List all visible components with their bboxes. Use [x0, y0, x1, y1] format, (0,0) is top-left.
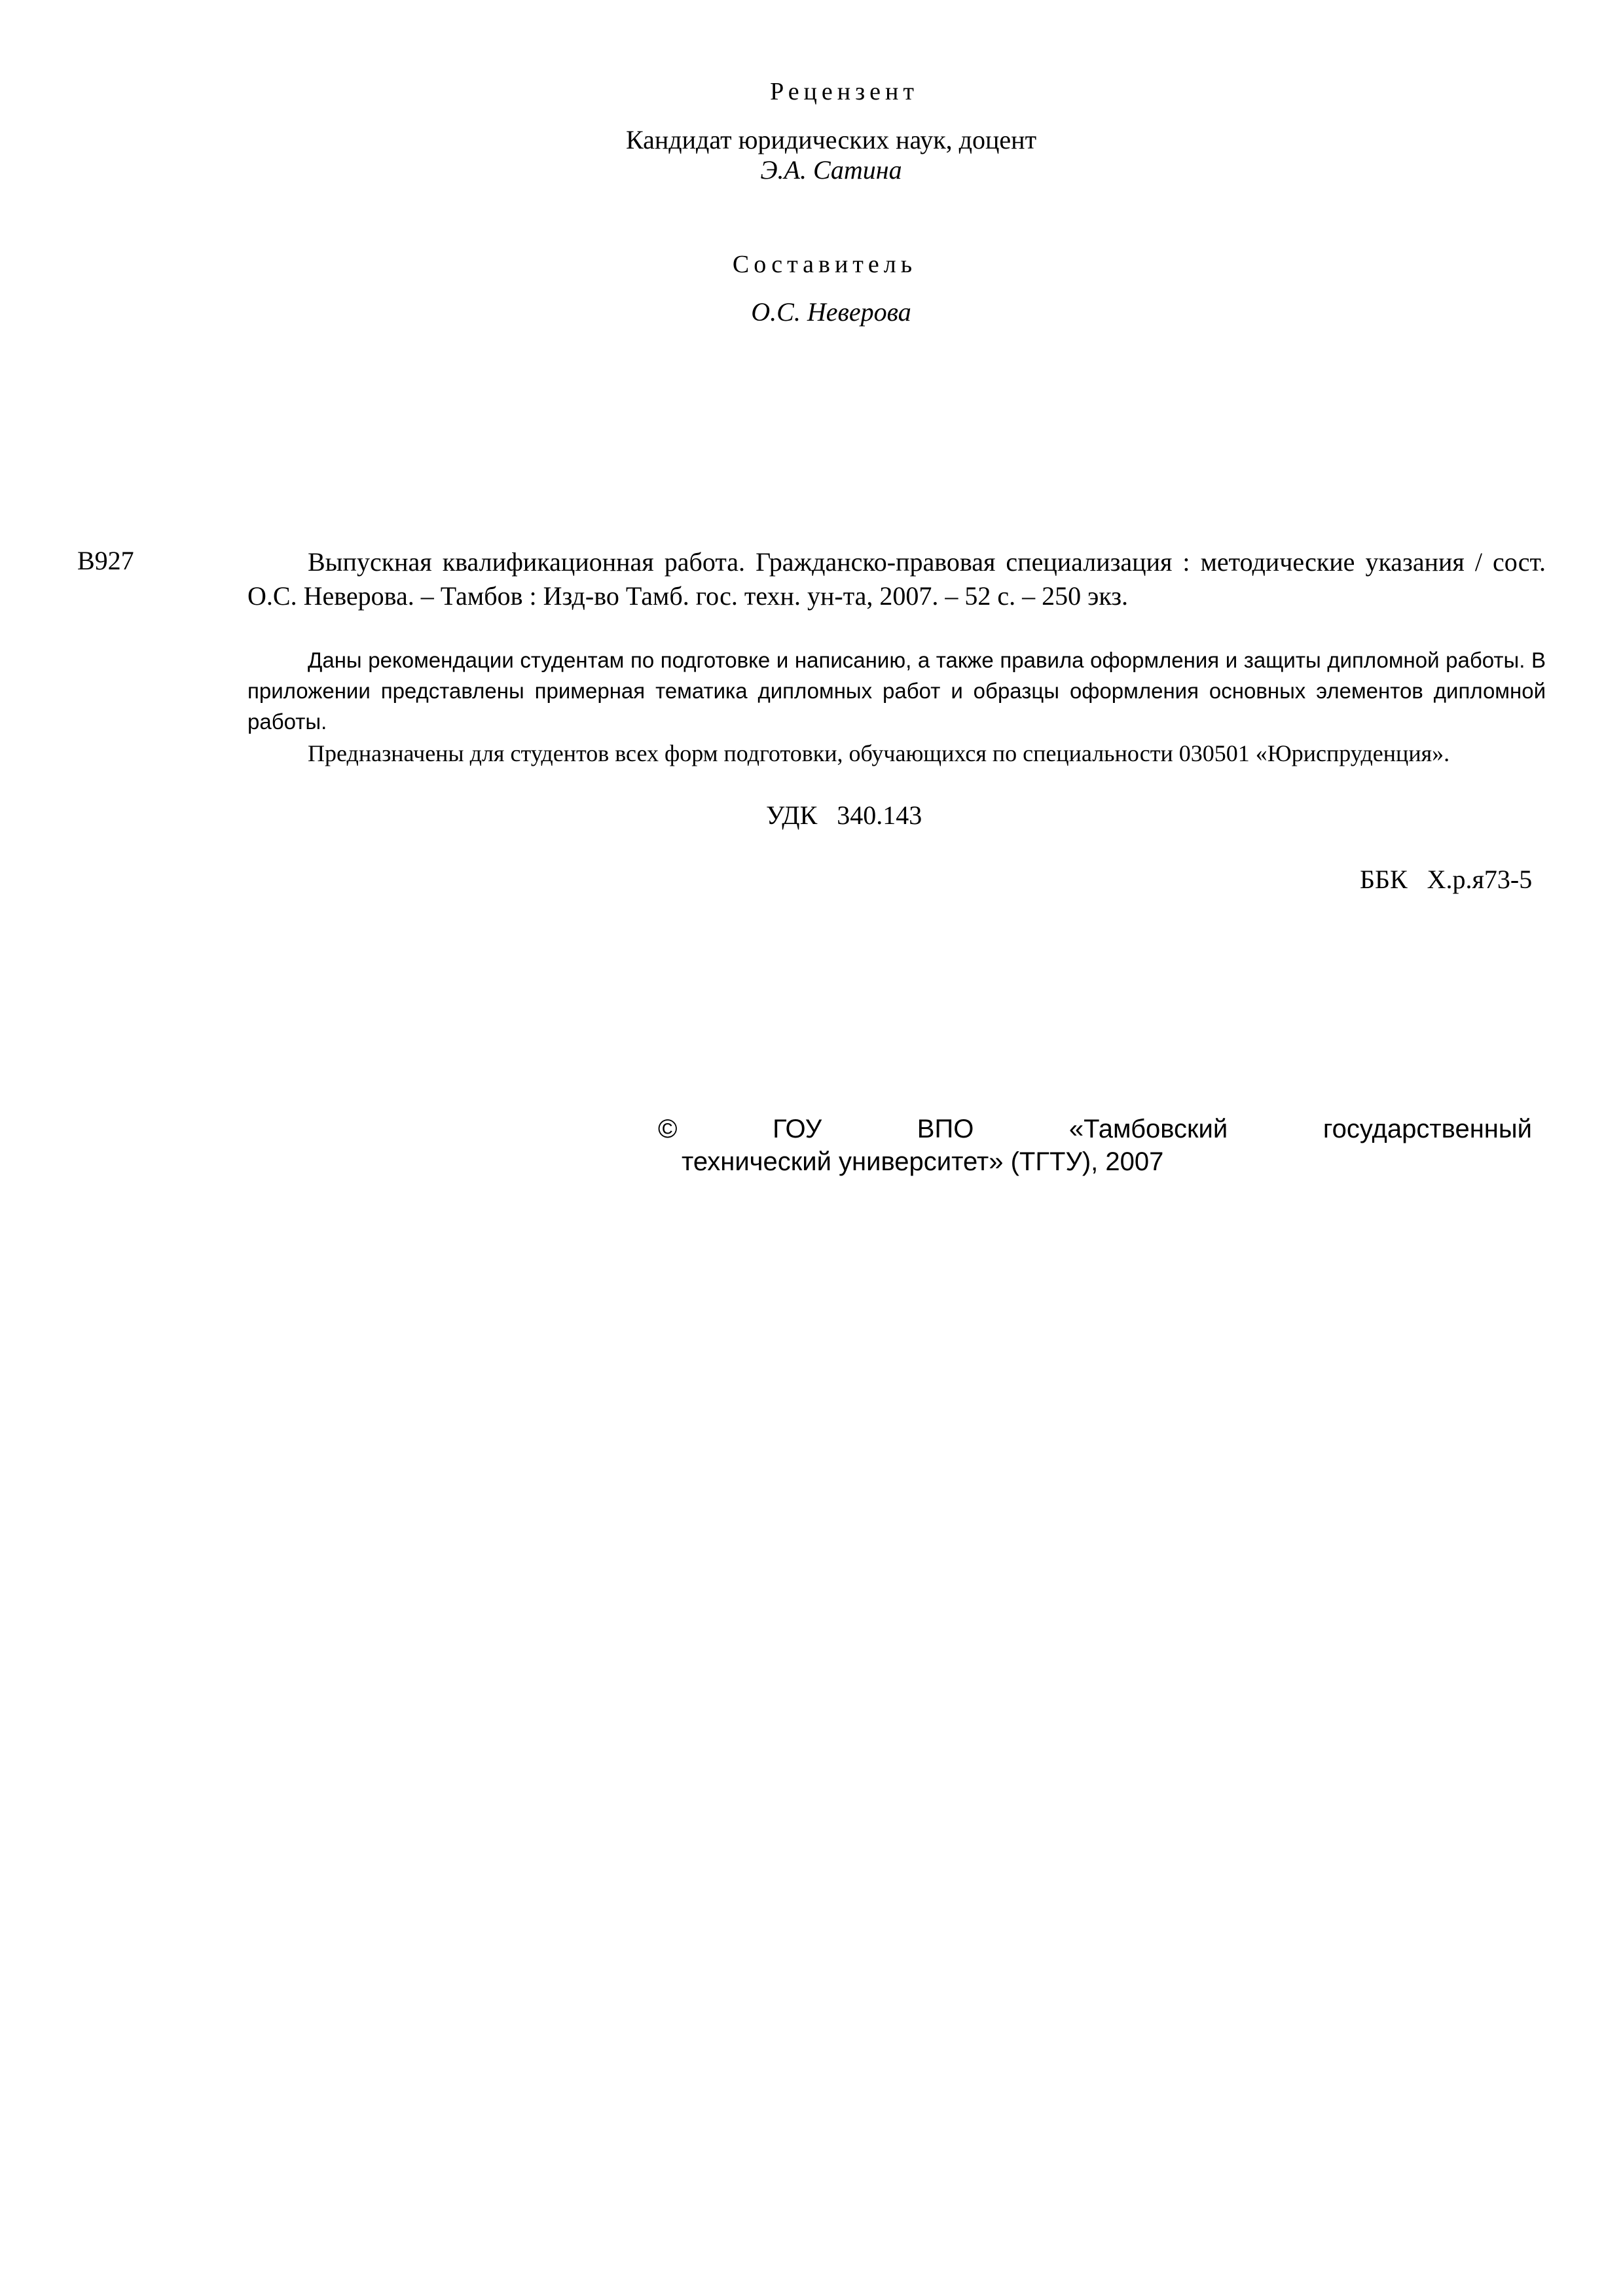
catalog-code: В927 [77, 546, 134, 575]
bbk-code: ББК Х.р.я73-5 [1360, 865, 1533, 894]
annotation-paragraph: Даны рекомендации студентам по подготовке и написанию, а также правила оформления и защиты дипломной работы. В приложении представлены примерная тематика дипломных работ и образцы оформления основных элементов дипломной работы. [247, 648, 1546, 734]
reviewer-heading: Рецензент [770, 78, 919, 105]
compiler-name: О.С. Неверова [751, 297, 911, 327]
reviewer-degree: Кандидат юридических наук, доцент [625, 125, 1037, 154]
bibliographic-entry: Выпускная квалификационная работа. Гражданско-правовая специализация : методические указания / сост. О.С. Неверова. – Тамбов : Изд-во Тамб. гос. техн. ун-та, 2007. – 52 с. – 250 экз. [247, 547, 1546, 611]
audience-paragraph: Предназначены для студентов всех форм подготовки, обучающихся по специальности 030501 «Юриспруденция». [308, 740, 1450, 766]
copyright-word: государственный [1322, 1115, 1532, 1143]
copyright-word: ГОУ [773, 1115, 822, 1143]
reviewer-name: Э.А. Сатина [760, 155, 902, 185]
udk-code: УДК 340.143 [766, 800, 922, 830]
copyright-word: ВПО [917, 1115, 974, 1143]
copyright-word: «Тамбовский [1068, 1115, 1228, 1143]
copyright-line-1 [658, 1113, 1532, 1145]
copyright-notice [658, 1113, 1532, 1178]
copyright-symbol: © [658, 1115, 678, 1143]
copyright-line-2: технический университет» (ТГТУ), 2007 [682, 1147, 1164, 1176]
compiler-heading: Составитель [732, 251, 917, 278]
